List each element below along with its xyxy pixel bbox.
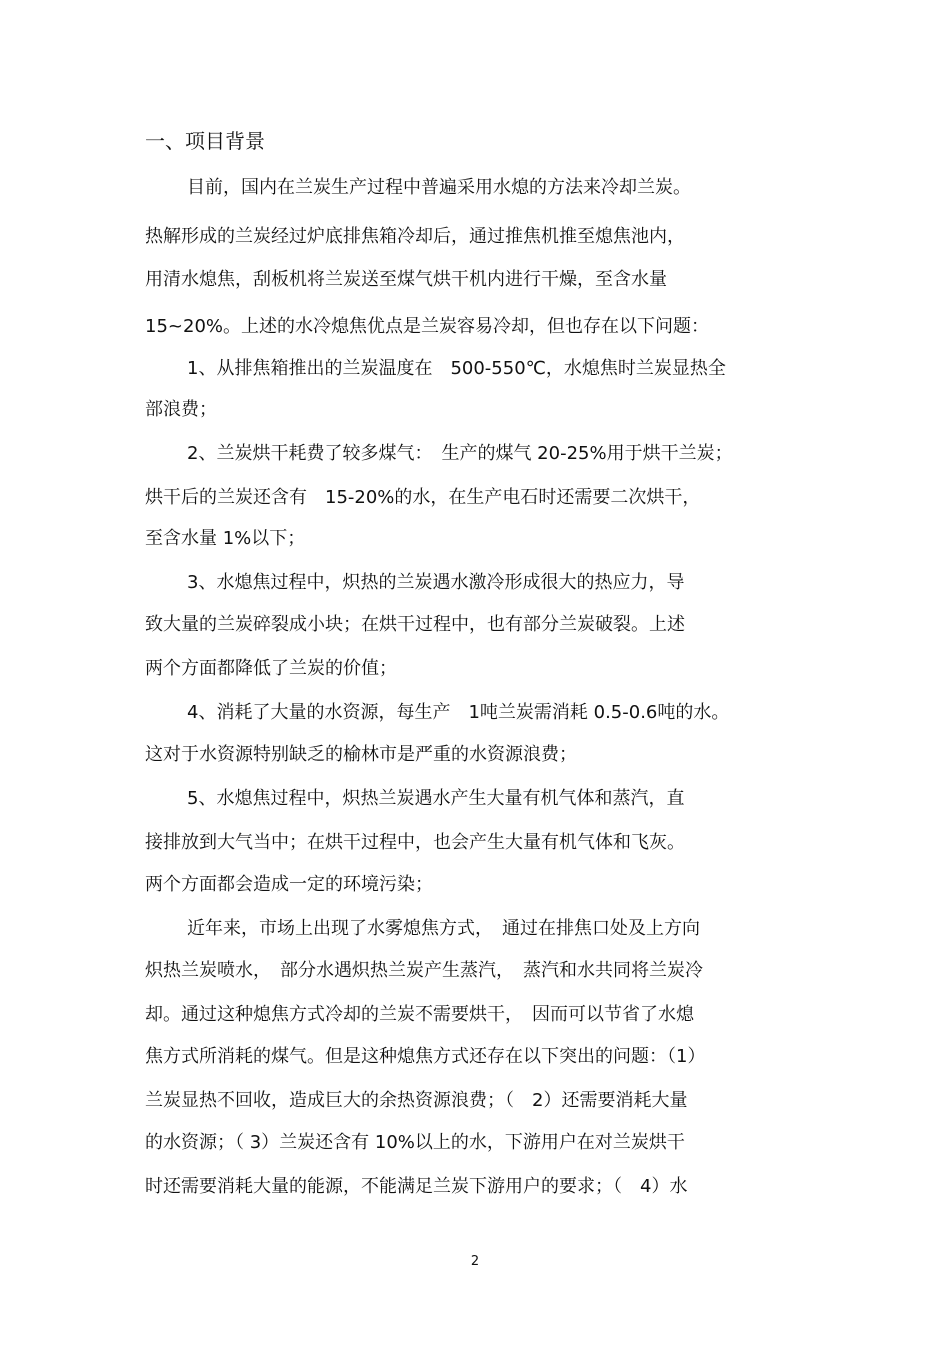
paragraph-line: 两个方面都降低了兰炭的价值； xyxy=(145,658,397,679)
paragraph-line: 5、水熄焦过程中，炽热兰炭遇水产生大量有机气体和蒸汽，直 xyxy=(187,788,685,809)
paragraph-line: 焦方式所消耗的煤气。但是这种熄焦方式还存在以下突出的问题：（1） xyxy=(145,1046,706,1067)
paragraph-line: 兰炭显热不回收，造成巨大的余热资源浪费；（ 2）还需要消耗大量 xyxy=(145,1090,688,1111)
section-heading: 一、项目背景 xyxy=(145,129,265,153)
paragraph-line: 目前，国内在兰炭生产过程中普遍采用水熄的方法来冷却兰炭。 xyxy=(187,177,691,198)
page-number: 2 xyxy=(470,1254,480,1269)
paragraph-line: 3、水熄焦过程中，炽热的兰炭遇水激冷形成很大的热应力，导 xyxy=(187,572,685,593)
paragraph-line: 1、从排焦箱推出的兰炭温度在 500-550℃，水熄焦时兰炭显热全 xyxy=(187,358,726,379)
paragraph-line: 近年来，市场上出现了水雾熄焦方式， 通过在排焦口处及上方向 xyxy=(187,918,700,939)
paragraph-line: 用清水熄焦，刮板机将兰炭送至煤气烘干机内进行干燥，至含水量 xyxy=(145,269,667,290)
paragraph-line: 热解形成的兰炭经过炉底排焦箱冷却后，通过推焦机推至熄焦池内， xyxy=(145,226,685,247)
paragraph-line: 2、兰炭烘干耗费了较多煤气： 生产的煤气 20-25%用于烘干兰炭； xyxy=(187,443,733,464)
paragraph-line: 接排放到大气当中；在烘干过程中，也会产生大量有机气体和飞灰。 xyxy=(145,832,685,853)
paragraph-line: 15~20%。上述的水冷熄焦优点是兰炭容易冷却，但也存在以下问题： xyxy=(145,316,709,337)
paragraph-line: 4、消耗了大量的水资源，每生产 1吨兰炭需消耗 0.5-0.6吨的水。 xyxy=(187,702,730,723)
paragraph-line: 烘干后的兰炭还含有 15-20%的水，在生产电石时还需要二次烘干， xyxy=(145,487,701,508)
paragraph-line: 致大量的兰炭碎裂成小块；在烘干过程中，也有部分兰炭破裂。上述 xyxy=(145,614,685,635)
paragraph-line: 时还需要消耗大量的能源，不能满足兰炭下游用户的要求；（ 4）水 xyxy=(145,1176,688,1197)
paragraph-line: 炽热兰炭喷水， 部分水遇炽热兰炭产生蒸汽， 蒸汽和水共同将兰炭冷 xyxy=(145,960,703,981)
paragraph-line: 这对于水资源特别缺乏的榆林市是严重的水资源浪费； xyxy=(145,744,577,765)
paragraph-line: 两个方面都会造成一定的环境污染； xyxy=(145,874,433,895)
paragraph-line: 却。通过这种熄焦方式冷却的兰炭不需要烘干， 因而可以节省了水熄 xyxy=(145,1004,694,1025)
paragraph-line: 至含水量 1%以下； xyxy=(145,528,306,549)
paragraph-line: 部浪费； xyxy=(145,399,217,420)
paragraph-line: 的水资源；（ 3）兰炭还含有 10%以上的水，下游用户在对兰炭烘干 xyxy=(145,1132,685,1153)
